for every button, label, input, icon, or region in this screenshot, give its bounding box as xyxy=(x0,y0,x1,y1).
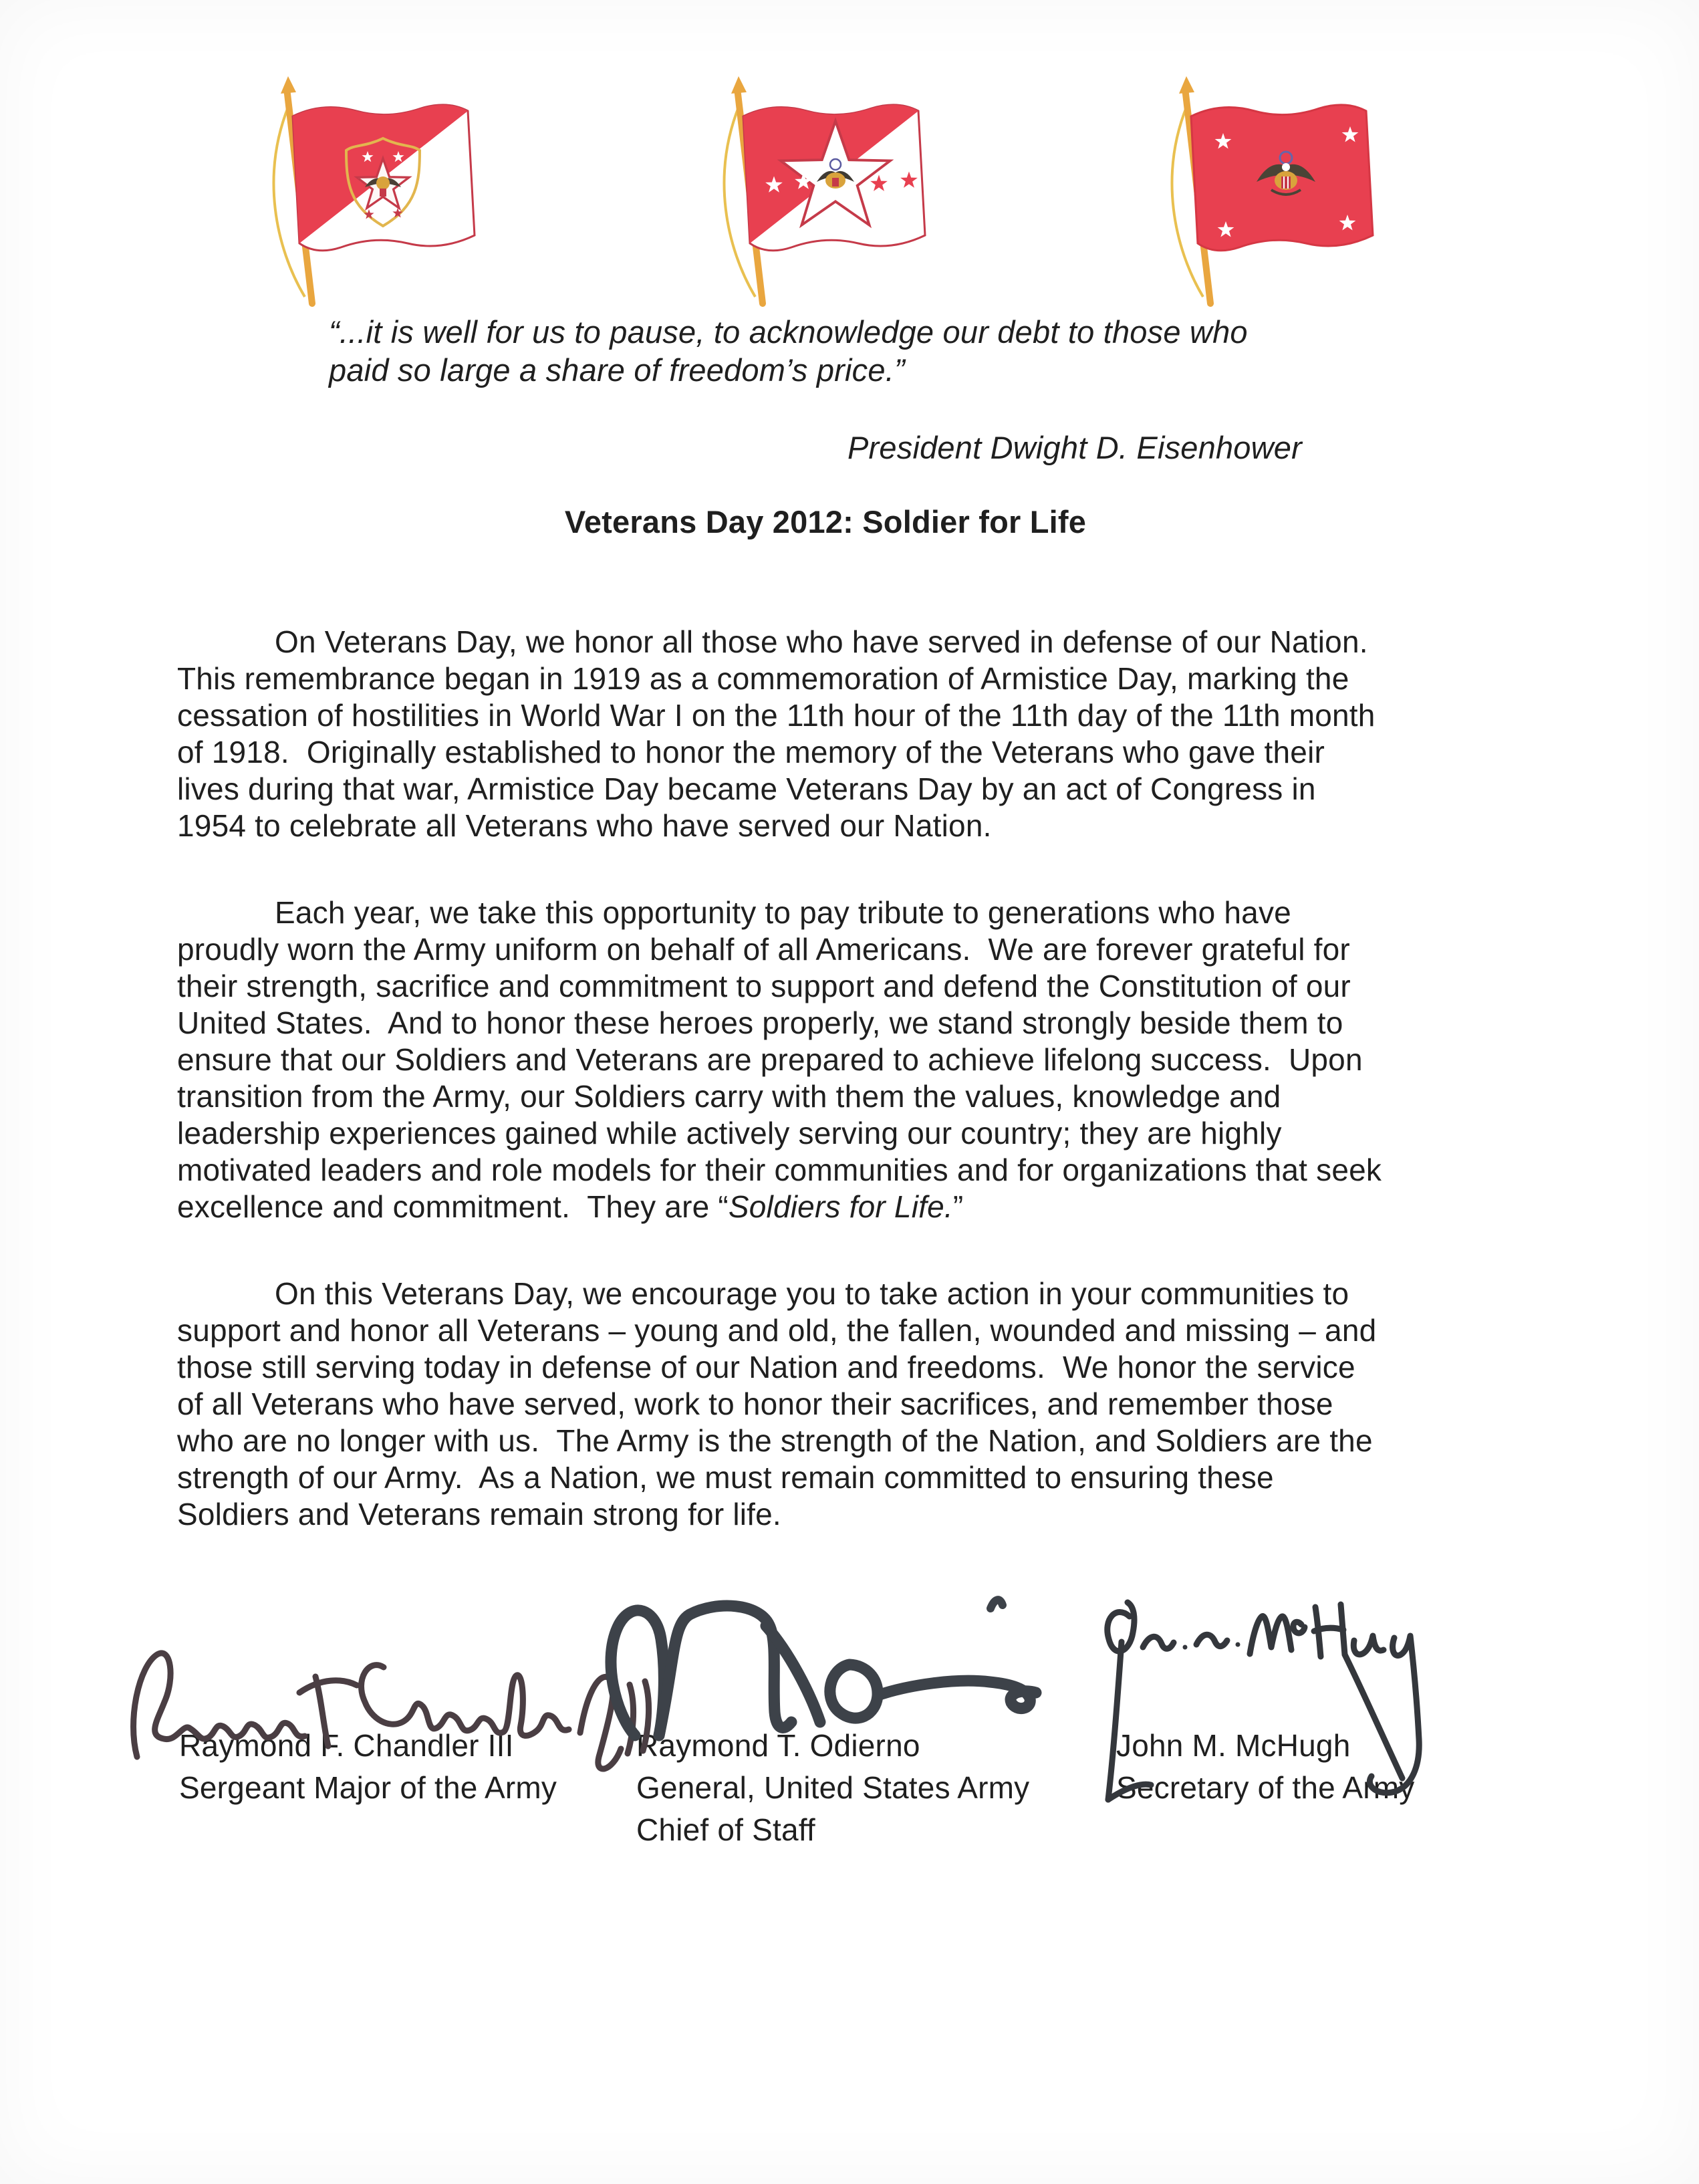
paragraph-line: proudly worn the Army uniform on behalf of all Americans. We are forever grateful for xyxy=(177,932,1350,967)
page-title: Veterans Day 2012: Soldier for Life xyxy=(564,504,1087,539)
paragraph-line: lives during that war, Armistice Day became Veterans Day by an act of Congress in xyxy=(177,771,1316,806)
paragraph-line: their strength, sacrifice and commitment to support and defend the Constitution of our xyxy=(177,969,1351,1003)
signer-name: Raymond F. Chandler III xyxy=(179,1728,514,1763)
quote-attribution: President Dwight D. Eisenhower xyxy=(847,430,1302,465)
soldiers-for-life-italic: Soldiers for Life. xyxy=(728,1189,953,1224)
paragraph-line: Each year, we take this opportunity to pay tribute to generations who have xyxy=(275,895,1291,930)
sergeant-major-of-the-army-flag-icon xyxy=(266,75,493,309)
signer-name: Raymond T. Odierno xyxy=(636,1728,920,1763)
epigraph-quote xyxy=(329,313,1465,389)
quote-line: “...it is well for us to pause, to acknowledge our debt to those who xyxy=(329,314,1248,350)
signature-block-mchugh xyxy=(1116,1725,1414,1809)
signer-title: Sergeant Major of the Army xyxy=(179,1770,557,1805)
paragraph-line: who are no longer with us. The Army is the strength of the Nation, and Soldiers are the xyxy=(177,1423,1373,1458)
signer-title: Secretary of the Army xyxy=(1116,1770,1415,1805)
line-close-quote: ” xyxy=(952,1189,964,1224)
paragraph-line: cessation of hostilities in World War I on the 11th hour of the 11th day of the 11th month xyxy=(177,698,1376,733)
signer-name: John M. McHugh xyxy=(1116,1728,1351,1763)
paragraph-line: On Veterans Day, we honor all those who have served in defense of our Nation. xyxy=(275,624,1368,659)
sma-flag-svg xyxy=(266,75,493,309)
paragraph-line: Soldiers and Veterans remain strong for life. xyxy=(177,1497,781,1532)
paragraph-line: 1954 to celebrate all Veterans who have served our Nation. xyxy=(177,808,992,843)
paragraph-line: This remembrance began in 1919 as a commemoration of Armistice Day, marking the xyxy=(177,661,1349,696)
paragraph-line-with-italic xyxy=(177,1189,1614,1225)
chief-of-staff-of-the-army-flag-icon xyxy=(716,75,944,309)
paragraph-line: On this Veterans Day, we encourage you to take action in your communities to xyxy=(275,1276,1349,1311)
line-normal-text: excellence and commitment. They are “ xyxy=(177,1189,729,1224)
odierno-signature-ink xyxy=(611,1600,1036,1735)
signature-block-chandler xyxy=(179,1725,557,1809)
body-paragraph-2 xyxy=(177,894,1614,1225)
signature-block-odierno xyxy=(636,1725,1029,1851)
csa-flag-svg xyxy=(716,75,944,309)
paragraph-line: leadership experiences gained while actively serving our country; they are highly xyxy=(177,1116,1282,1150)
paragraph-line: of all Veterans who have served, work to honor their sacrifices, and remember those xyxy=(177,1386,1333,1421)
paragraph-line: of 1918. Originally established to honor the memory of the Veterans who gave their xyxy=(177,735,1325,769)
paragraph-line: support and honor all Veterans – young and old, the fallen, wounded and missing – and xyxy=(177,1313,1377,1348)
body-paragraph-1 xyxy=(177,624,1614,844)
signer-title: General, United States Army xyxy=(636,1770,1030,1805)
paragraph-line: those still serving today in defense of our Nation and freedoms. We honor the service xyxy=(177,1350,1355,1384)
signer-title: Chief of Staff xyxy=(636,1812,815,1847)
paragraph-line: ensure that our Soldiers and Veterans are prepared to achieve lifelong success. Upon xyxy=(177,1042,1363,1077)
quote-line: paid so large a share of freedom’s price.” xyxy=(329,352,905,388)
paragraph-line: United States. And to honor these heroes properly, we stand strongly beside them to xyxy=(177,1005,1343,1040)
secarmy-flag-svg xyxy=(1164,75,1392,309)
body-paragraph-3 xyxy=(177,1276,1614,1533)
paragraph-line: motivated leaders and role models for their communities and for organizations that seek xyxy=(177,1152,1382,1187)
secretary-of-the-army-flag-icon xyxy=(1164,75,1392,309)
paragraph-line: transition from the Army, our Soldiers carry with them the values, knowledge and xyxy=(177,1079,1281,1114)
paragraph-line: strength of our Army. As a Nation, we must remain committed to ensuring these xyxy=(177,1460,1274,1495)
